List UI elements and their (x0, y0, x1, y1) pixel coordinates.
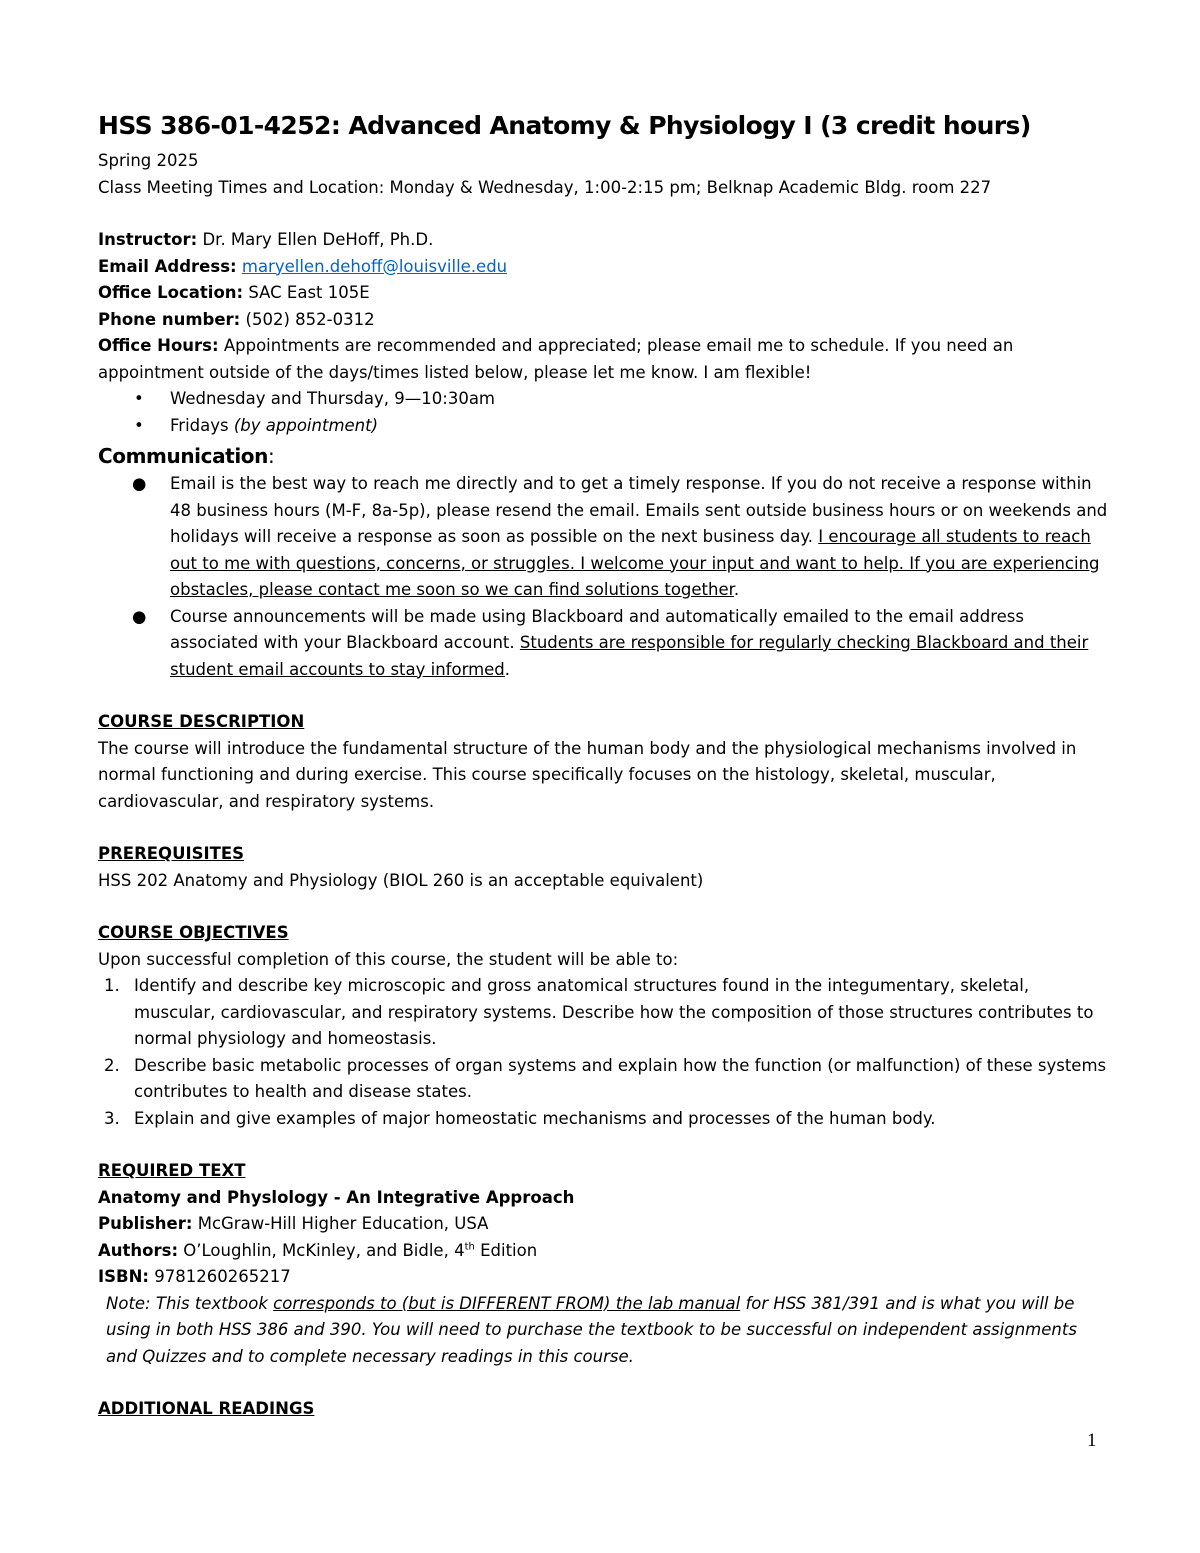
list-item: 2. Describe basic metabolic processes of organ systems and explain how the function (or malfunction) of these systems contributes to health and disease states. (104, 1055, 1107, 1101)
office-hours-list (98, 386, 1108, 439)
book-title: Anatomy and Physlology - An Integrative Approach (98, 1187, 575, 1207)
spacer (98, 683, 1108, 709)
instructor-value: Dr. Mary Ellen DeHoff, Ph.D. (197, 230, 434, 249)
phone-label: Phone number: (98, 309, 241, 329)
by-appointment: (by appointment) (233, 415, 379, 435)
prerequisites-heading: PREREQUISITES (98, 844, 245, 863)
office-hours (98, 333, 1108, 386)
bullet-icon: • (134, 389, 144, 408)
isbn-line: ISBN: 9781260265217 (98, 1267, 291, 1286)
objectives-list (98, 973, 1108, 1132)
publisher-line: Publisher: McGraw-Hill Higher Education, USA (98, 1214, 489, 1233)
office-line (98, 280, 1108, 307)
objectives-intro: Upon successful completion of this course, the student will be able to: (98, 949, 679, 969)
description-text: The course will introduce the fundamental structure of the human body and the physiological mechanisms involved in normal functioning and during exercise. This course specifically focuses on the histology, skeletal, muscular, cardiovascular, and respiratory systems. (98, 738, 1077, 811)
spacer (98, 815, 1108, 841)
bullet-icon: ● (132, 606, 147, 626)
office-hours-label: Office Hours: (98, 336, 219, 355)
bullet-icon: ● (132, 474, 147, 493)
textbook-note: Note: This textbook corresponds to (but is DIFFERENT FROM) the lab manual for HSS 381/391 and is what you will be using in both HSS 386 and 390. You will need to purchase the textbook to be successful on independent assignments and Quizzes and to complete necessary readings in this course. (106, 1293, 1077, 1366)
email-link[interactable]: maryellen.dehoff@louisville.edu (241, 256, 508, 276)
course-term: Spring 2025 (98, 151, 199, 170)
office-hours-text: Appointments are recommended and appreciated; please email me to schedule. If you need an appointment outside of the days/times listed below, please let me know. I am flexible! (98, 336, 1014, 382)
course-title: HSS 386-01-4252: Advanced Anatomy & Physiology I (3 credit hours) (98, 111, 1031, 140)
prerequisites-text: HSS 202 Anatomy and Physiology (BIOL 260 is an acceptable equivalent) (98, 870, 704, 890)
list-item: • Wednesday and Thursday, 9—10:30am (98, 386, 1108, 413)
spacer (98, 894, 1108, 920)
office-value: SAC East 105E (243, 283, 370, 302)
required-text-heading: REQUIRED TEXT (98, 1161, 246, 1180)
authors-line: Authors: O’Loughlin, McKinley, and Bidle, 4th Edition (98, 1240, 538, 1260)
office-label: Office Location: (98, 283, 244, 302)
phone-line (98, 307, 1108, 334)
instructor-line (98, 227, 1108, 254)
spacer (98, 1132, 1108, 1158)
meeting-info: Class Meeting Times and Location: Monday & Wednesday, 1:00-2:15 pm; Belknap Academic Bldg. room 227 (98, 177, 992, 197)
list-item: ● Email is the best way to reach me directly and to get a timely response. If you do not receive a response within 48 business hours (M-F, 8a-5p), please resend the email. Emails sent outside business hours or on weekends and holidays will receive a response as soon as possible on the next business day. I encourage all students to reach out to me with questions, concerns, or struggles. I welcome your input and want to help. If you are experiencing obstacles, please contact me soon so we can find solutions together. (98, 471, 1108, 604)
spacer (98, 201, 1108, 227)
communication-list (98, 471, 1108, 683)
description-heading: COURSE DESCRIPTION (98, 712, 305, 731)
phone-value: (502) 852-0312 (240, 309, 375, 329)
bullet-icon: • (134, 415, 144, 435)
list-item: 3. Explain and give examples of major homeostatic mechanisms and processes of the human body. (104, 1108, 936, 1128)
instructor-label: Instructor: (98, 230, 198, 249)
syllabus-content (98, 108, 1108, 1423)
page-number: 1 (1087, 1430, 1097, 1451)
objectives-heading: COURSE OBJECTIVES (98, 923, 289, 942)
email-line (98, 254, 1108, 281)
communication-heading: Communication: (98, 444, 275, 468)
list-item: • Fridays (by appointment) (98, 413, 1108, 440)
spacer (98, 1370, 1108, 1396)
email-label: Email Address: (98, 256, 237, 276)
list-item: 1. Identify and describe key microscopic and gross anatomical structures found in the integumentary, skeletal, muscular, cardiovascular, and respiratory systems. Describe how the composition of those structures contributes to normal physiology and homeostasis. (104, 976, 1094, 1048)
list-item: ● Course announcements will be made using Blackboard and automatically emailed to the email address associated with your Blackboard account. Students are responsible for regularly checking Blackboard and their student email accounts to stay informed. (98, 604, 1108, 684)
additional-readings-heading: ADDITIONAL READINGS (98, 1399, 315, 1418)
